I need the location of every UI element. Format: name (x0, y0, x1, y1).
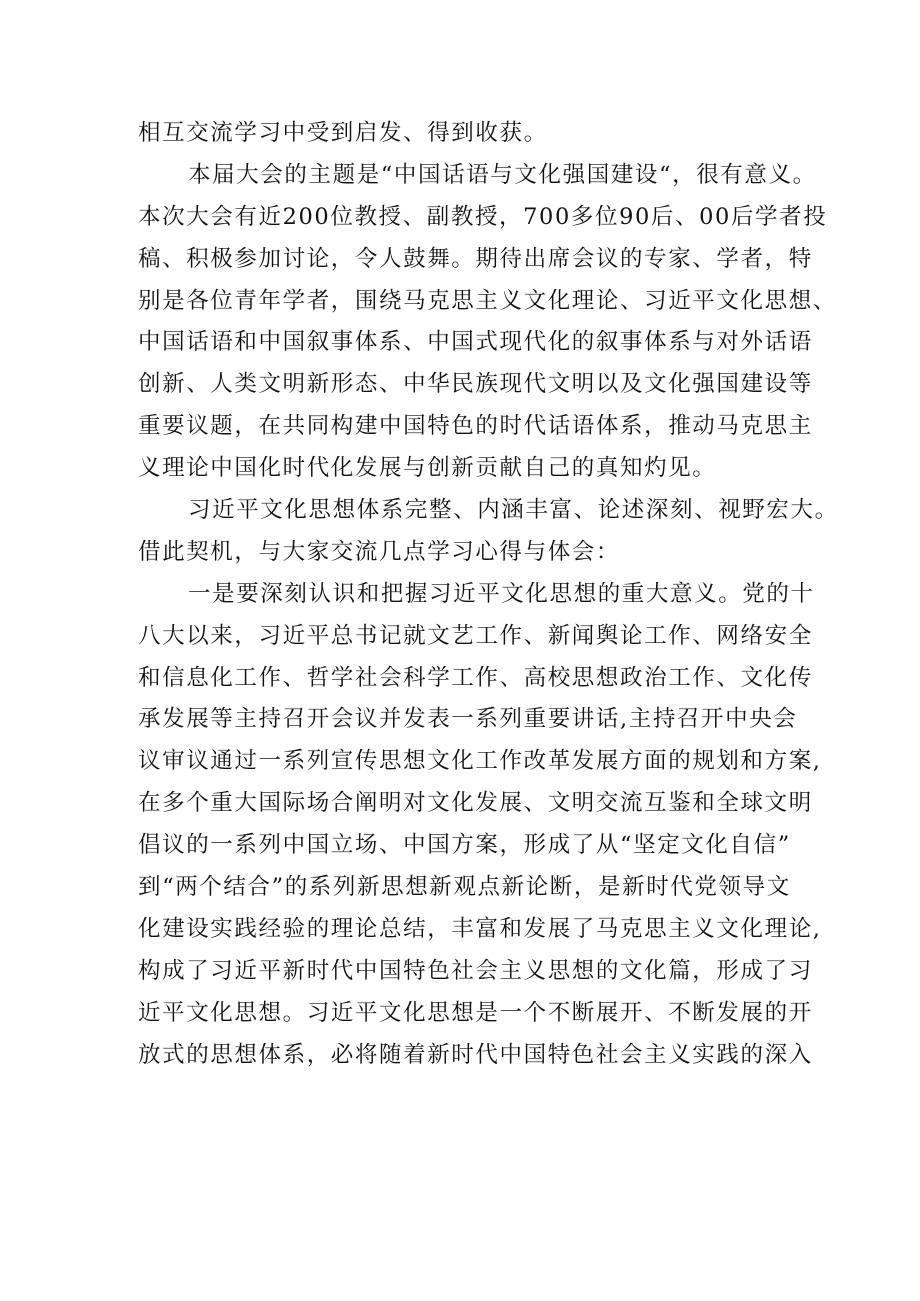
text-line: 创新、人类文明新形态、中华民族现代文明以及文化强国建设等 (138, 371, 813, 398)
text-line: 在多个重大国际场合阐明对文化发展、文明交流互鉴和全球文明 (138, 790, 813, 817)
text-line: 构成了习近平新时代中国特色社会主义思想的文化篇，形成了习 (138, 957, 813, 984)
text-line: 化建设实践经验的理论总结，丰富和发展了马克思主义文化理论, (138, 915, 822, 942)
text-line: 近平文化思想。习近平文化思想是一个不断展开、不断发展的开 (138, 999, 813, 1026)
text-line: 中国话语和中国叙事体系、中国式现代化的叙事体系与对外话语 (138, 329, 813, 356)
text-line: 到“两个结合”的系列新思想新观点新论断，是新时代党领导文 (138, 874, 791, 901)
paragraph-start-line: 一是要深刻认识和把握习近平文化思想的重大意义。党的十 (188, 580, 815, 607)
text-line: 借此契机，与大家交流几点学习心得与体会： (138, 538, 621, 565)
text-line: 承发展等主持召开会议并发表一系列重要讲话,主持召开中央会 (138, 706, 798, 733)
text-line: 别是各位青年学者，围绕马克思主义文化理论、习近平文化思想、 (138, 287, 837, 314)
text-line: 稿、积极参加讨论，令人鼓舞。期待出席会议的专家、学者，特 (138, 245, 813, 272)
paragraph-start-line: 习近平文化思想体系完整、内涵丰富、论述深刻、视野宏大。 (188, 497, 839, 524)
text-line: 重要议题，在共同构建中国特色的时代话语体系，推动马克思主 (138, 413, 813, 440)
text-line: 相互交流学习中受到启发、得到收获。 (138, 120, 548, 146)
text-line: 八大以来，习近平总书记就文艺工作、新闻舆论工作、网络安全 (138, 622, 813, 649)
text-line: 本次大会有近200位教授、副教授，700多位90后、00后学者投 (138, 203, 828, 230)
paragraph-start-line: 本届大会的主题是“中国话语与文化强国建设“，很有意义。 (188, 161, 817, 188)
text-line: 义理论中国化时代化发展与创新贡献自己的真知灼见。 (138, 455, 717, 482)
text-line: 议审议通过一系列宣传思想文化工作改革发展方面的规划和方案, (138, 748, 822, 775)
text-line: 和信息化工作、哲学社会科学工作、高校思想政治工作、文化传 (138, 664, 813, 691)
document-body (138, 113, 839, 1076)
text-line: 放式的思想体系，必将随着新时代中国特色社会主义实践的深入 (138, 1041, 813, 1068)
text-line: 倡议的一系列中国立场、中国方案，形成了从“坚定文化自信” (138, 832, 791, 859)
